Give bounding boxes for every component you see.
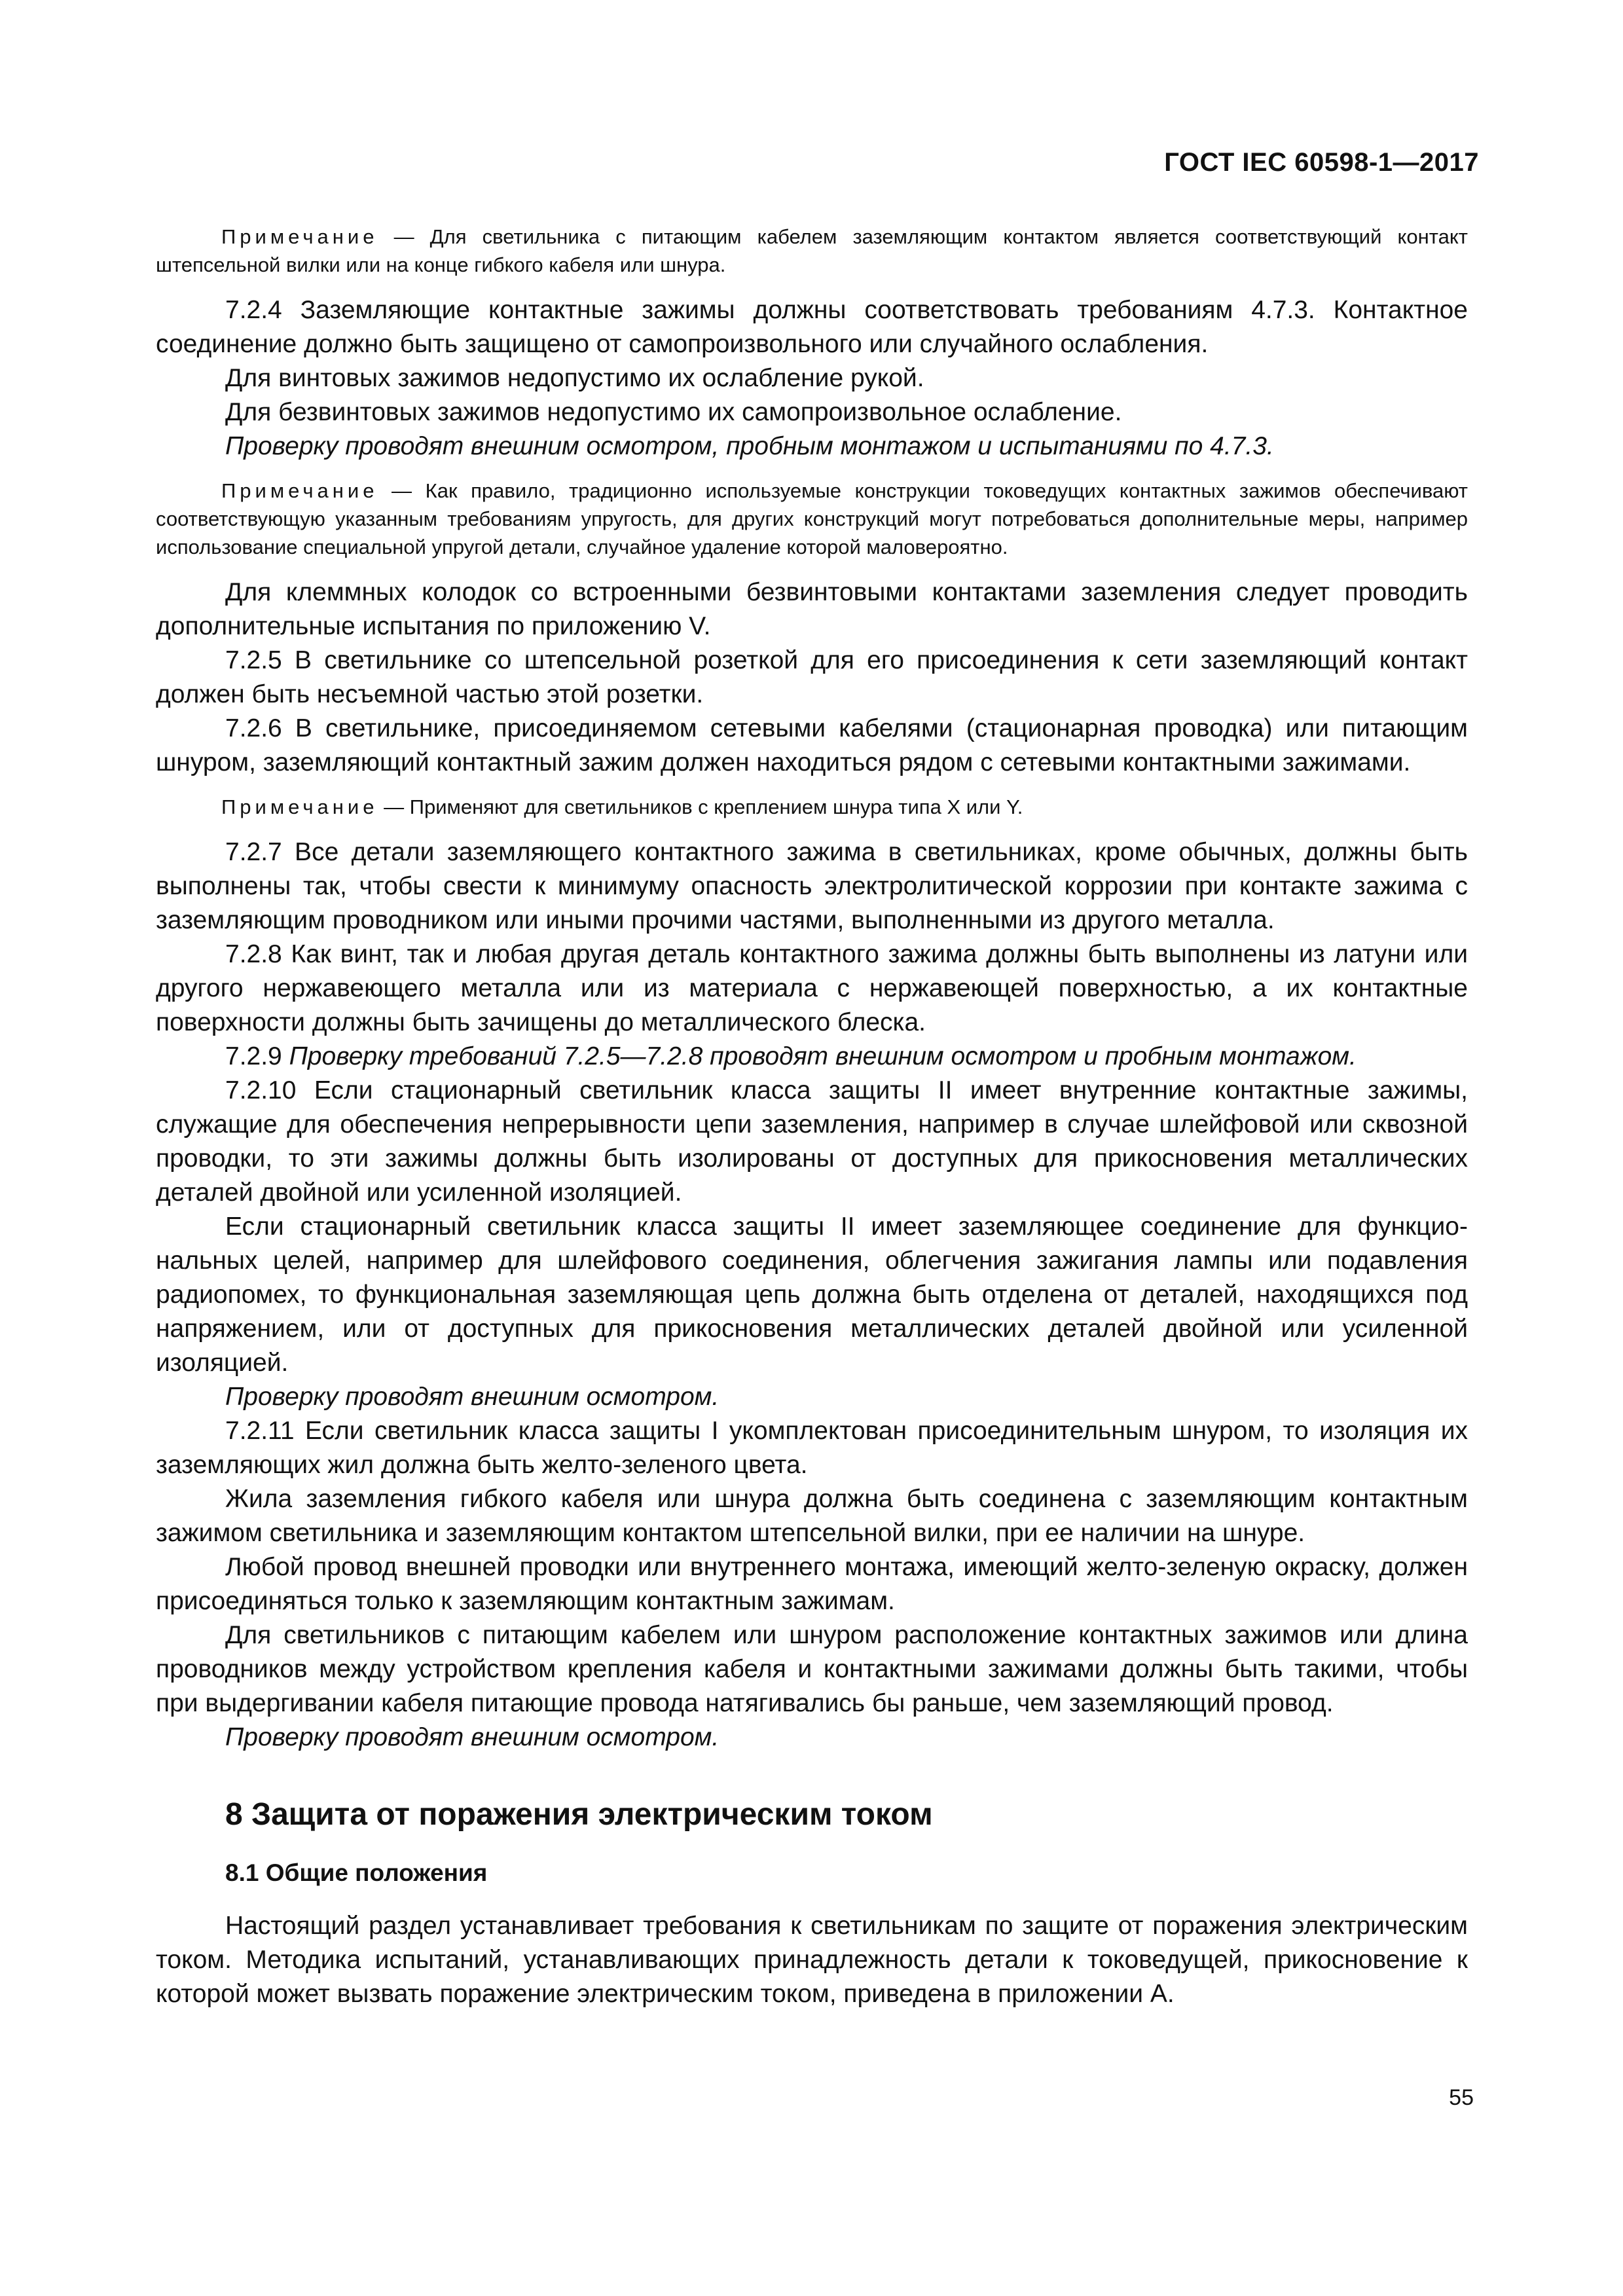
clause-7-2-4-screw: Для винтовых зажимов недопустимо их ослабление рукой. bbox=[225, 364, 924, 392]
clause-7-2-10-check: Проверку проводят внешним осмотром. bbox=[225, 1383, 720, 1411]
note-1-text: — Для светильника с питающим кабелем заземляющим контактом является соответствующий контакт штепсельной вилки или на конце гибкого кабеля или шнура. bbox=[156, 225, 1468, 276]
clause-7-2-4-screwless: Для безвинтовых зажимов недопустимо их самопроизвольное ослабление. bbox=[225, 398, 1122, 426]
page-header-standard: ГОСТ IEC 60598-1—2017 bbox=[1164, 148, 1479, 177]
note-label: Примечание bbox=[221, 795, 378, 818]
note-1 bbox=[156, 223, 1468, 279]
note-2-text: — Как правило, традиционно используемые конструкции токоведущих контактных зажимов обеспечивают соответствующую указанным требованиям упругость, для других конструкций могут потребоваться дополнительные меры, например использование специальной упругой детали, случайное удаление которой маловероятно. bbox=[156, 479, 1468, 558]
note-3 bbox=[156, 793, 1468, 821]
clause-7-2-4: 7.2.4 Заземляющие контактные зажимы должны соответствовать требованиям 4.7.3. Контактное соединение должно быть защищено от самопроизвольного или случайного ослабления. bbox=[156, 296, 1468, 358]
page-content bbox=[156, 223, 1468, 2011]
clause-7-2-9-number: 7.2.9 bbox=[225, 1042, 282, 1070]
section-8-heading: 8 Защита от поражения электрическим током bbox=[225, 1797, 933, 1832]
page-number: 55 bbox=[1449, 2085, 1474, 2110]
clause-7-2-10: 7.2.10 Если стационарный светильник класса защиты II имеет внутренние контактные зажимы, служащие для обеспечения непрерывности цепи заземления, например в случае шлейфовой или сквозной проводки, то эти зажимы должны быть изолированы от доступных для прикосновения металлических деталей двойной или усиленной изоляцией. bbox=[156, 1076, 1468, 1207]
section-8-1-heading: 8.1 Общие положения bbox=[225, 1859, 488, 1886]
clause-7-2-9-text: Проверку требований 7.2.5—7.2.8 проводят внешним осмотром и пробным монтажом. bbox=[289, 1042, 1357, 1070]
clause-7-2-4-check: Проверку проводят внешним осмотром, пробным монтажом и испытаниями по 4.7.3. bbox=[225, 432, 1274, 460]
clause-7-2-10-functional: Если стационарный светильник класса защиты II имеет заземляющее соединение для функциональных целей, например для шлейфового соединения, облегчения зажигания лампы или подавления радиопомех, то функциональная заземляющая цепь должна быть отделена от деталей, находящихся под напряжением, или от доступных для прикосновения металлических деталей двойной или усиленной изоляцией. bbox=[156, 1212, 1468, 1377]
clause-7-2-11-terminals: Для светильников с питающим кабелем или шнуром расположение контактных зажимов или длина проводников между устройством крепления кабеля и контактными зажимами должны быть такими, чтобы при выдергивании кабеля питающие провода натягивались бы раньше, чем заземляющий провод. bbox=[156, 1621, 1468, 1717]
note-2 bbox=[156, 477, 1468, 561]
clause-7-2-4-terminal-blocks: Для клеммных колодок со встроенными безвинтовыми контактами заземления следует проводить дополнительные испытания по приложению V. bbox=[156, 578, 1468, 640]
note-label: Примечание bbox=[221, 479, 378, 502]
clause-7-2-7: 7.2.7 Все детали заземляющего контактного зажима в светильниках, кроме обычных, должны быть выполнены так, чтобы свести к минимуму опасность электролитической коррозии при контакте зажима с заземляющим проводником или иными прочими частями, выполненными из другого металла. bbox=[156, 838, 1468, 934]
clause-7-2-5: 7.2.5 В светильнике со штепсельной розеткой для его присоединения к сети заземляющий контакт должен быть несъемной частью этой розетки. bbox=[156, 646, 1468, 708]
note-label: Примечание bbox=[221, 225, 378, 248]
clause-7-2-11-cable: Жила заземления гибкого кабеля или шнура должна быть соединена с заземляющим контактным зажимом светильника и заземляющим контактом штепсельной вилки, при ее наличии на шнуре. bbox=[156, 1485, 1468, 1547]
clause-7-2-6: 7.2.6 В светильнике, присоединяемом сетевыми кабелями (стационарная проводка) или питающим шнуром, заземляющий контактный зажим должен находиться рядом с сетевыми контактными зажимами. bbox=[156, 714, 1468, 776]
clause-7-2-11-check: Проверку проводят внешним осмотром. bbox=[225, 1723, 720, 1751]
clause-8-1-text: Настоящий раздел устанавливает требования к светильникам по защите от поражения электрическим током. Методика испытаний, устанавливающих принадлежность детали к токоведущей, прикосновение к которой может вызвать поражение электрическим током, приведена в приложении А. bbox=[156, 1912, 1468, 2008]
clause-7-2-8: 7.2.8 Как винт, так и любая другая деталь контактного зажима должны быть выполнены из латуни или другого нержавеющего металла или из материала с нержавеющей поверхностью, а их контактные поверхности должны быть зачищены до металлического блеска. bbox=[156, 940, 1468, 1036]
clause-7-2-11-wire: Любой провод внешней проводки или внутреннего монтажа, имеющий желто-зеленую окраску, должен присоединяться только к заземляющим контактным зажимам. bbox=[156, 1553, 1468, 1615]
note-3-text: — Применяют для светильников с креплением шнура типа X или Y. bbox=[384, 795, 1023, 818]
clause-7-2-11: 7.2.11 Если светильник класса защиты I укомплектован присоединительным шнуром, то изоляция их заземляющих жил должна быть желто-зеленого цвета. bbox=[156, 1417, 1468, 1479]
clause-7-2-9 bbox=[156, 1040, 1468, 1074]
